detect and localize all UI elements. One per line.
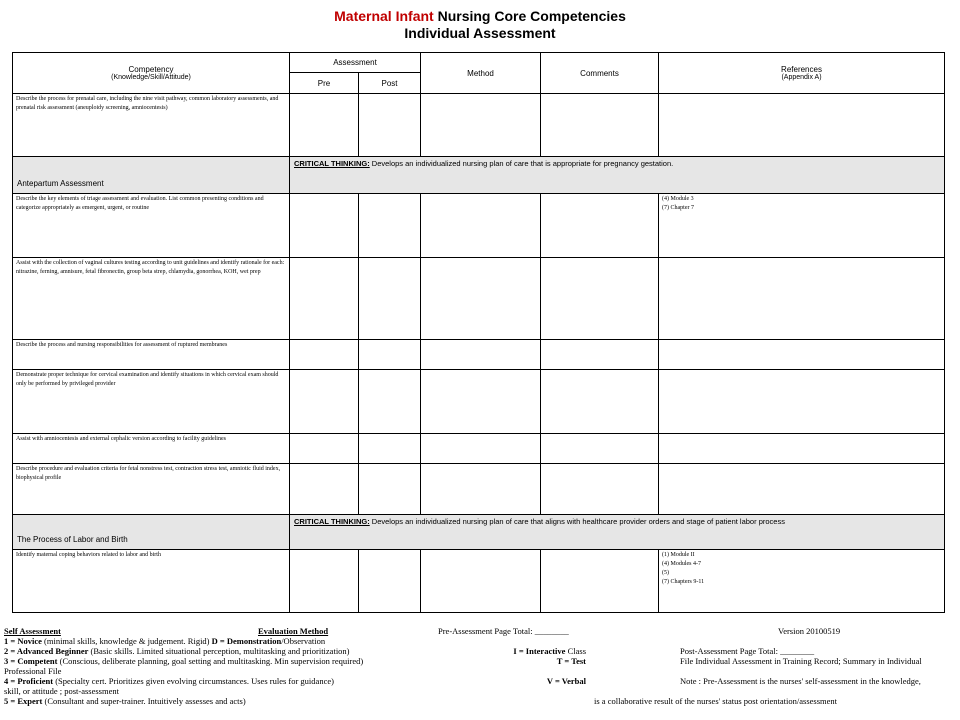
title-accent: Maternal Infant xyxy=(334,8,434,24)
table-row xyxy=(13,464,945,515)
level-5-text: (Consultant and super-trainer. Intuitively assesses and acts) xyxy=(42,696,246,706)
file-note-continued: Professional File xyxy=(4,666,62,676)
pre-cell[interactable] xyxy=(290,94,359,157)
method-cell[interactable] xyxy=(421,340,541,370)
section-title: Antepartum Assessment xyxy=(13,157,290,194)
pre-cell[interactable] xyxy=(290,194,359,258)
references-cell xyxy=(659,94,945,157)
section-row xyxy=(13,515,945,550)
table-row xyxy=(13,258,945,340)
legend-footer xyxy=(4,626,956,706)
critical-thinking-label: CRITICAL THINKING: xyxy=(294,159,370,168)
references-cell xyxy=(659,370,945,434)
header-competency-label: Competency xyxy=(128,65,174,74)
post-cell[interactable] xyxy=(359,464,421,515)
post-cell[interactable] xyxy=(359,370,421,434)
level-1-text: (minimal skills, knowledge & judgement. Rigid) xyxy=(41,636,212,646)
assessment-note-continued: skill, or attitude ; post-assessment xyxy=(4,686,119,696)
pre-cell[interactable] xyxy=(290,370,359,434)
method-i-label: I = Interactive xyxy=(513,646,566,656)
post-cell[interactable] xyxy=(359,194,421,258)
competency-cell: Assist with the collection of vaginal cultures testing according to unit guidelines and identify rationale for each: nitrazine, ferning, amnisure, fetal fibronectin, group beta strep, chlamydia, gonorrhea, KOH, wet prep xyxy=(13,258,290,340)
critical-thinking-label: CRITICAL THINKING: xyxy=(294,517,370,526)
header-competency xyxy=(13,53,290,94)
document-title xyxy=(0,8,960,42)
section-row xyxy=(13,157,945,194)
table-row xyxy=(13,194,945,258)
table-row xyxy=(13,340,945,370)
post-assessment-total: Post-Assessment Page Total: ________ xyxy=(680,646,815,656)
method-d-text: /Observation xyxy=(281,636,326,646)
post-cell[interactable] xyxy=(359,550,421,613)
table-row xyxy=(13,550,945,613)
critical-thinking-text: Develops an individualized nursing plan of care that is appropriate for pregnancy gestation. xyxy=(369,159,674,168)
reference-item: (7) Chapter 7 xyxy=(662,205,695,211)
competency-cell: Describe the key elements of triage assessment and evaluation. List common presenting conditions and categorize appropriately as emergent, urgent, or routine xyxy=(13,194,290,258)
level-4-text: (Specialty cert. Prioritizes given evolving circumstances. Uses rules for guidance) xyxy=(53,676,334,686)
method-cell[interactable] xyxy=(421,258,541,340)
table-row xyxy=(13,370,945,434)
header-references-label: References xyxy=(781,65,822,74)
level-3-label: 3 = Competent xyxy=(4,656,58,666)
assessment-note-end: is a collaborative result of the nurses' status post orientation/assessment xyxy=(594,696,838,706)
method-i-text: Class xyxy=(565,646,586,656)
table-row xyxy=(13,94,945,157)
header-method: Method xyxy=(421,53,541,94)
method-cell[interactable] xyxy=(421,464,541,515)
competency-cell: Identify maternal coping behaviors related to labor and birth xyxy=(13,550,290,613)
self-assessment-heading: Self Assessment xyxy=(4,626,61,636)
post-cell[interactable] xyxy=(359,258,421,340)
header-pre: Pre xyxy=(290,73,359,94)
pre-cell[interactable] xyxy=(290,258,359,340)
method-v-label: V = Verbal xyxy=(546,676,586,686)
references-cell xyxy=(659,464,945,515)
level-4-label: 4 = Proficient xyxy=(4,676,54,686)
competency-cell: Describe the process and nursing responsibilities for assessment of ruptured membranes xyxy=(13,340,290,370)
comments-cell[interactable] xyxy=(541,434,659,464)
comments-cell[interactable] xyxy=(541,258,659,340)
method-cell[interactable] xyxy=(421,434,541,464)
reference-item: (7) Chapters 9-11 xyxy=(662,579,705,585)
pre-assessment-total: Pre-Assessment Page Total: ________ xyxy=(438,626,569,636)
method-cell[interactable] xyxy=(421,194,541,258)
version-label: Version 20100519 xyxy=(778,626,841,636)
assessment-table xyxy=(12,52,945,613)
header-assessment: Assessment xyxy=(290,53,421,73)
pre-cell[interactable] xyxy=(290,464,359,515)
reference-item: (1) Module II xyxy=(662,552,695,558)
reference-item: (4) Module 3 xyxy=(662,196,694,202)
post-cell[interactable] xyxy=(359,94,421,157)
method-cell[interactable] xyxy=(421,370,541,434)
level-3-text: (Conscious, deliberate planning, goal setting and multitasking. Min supervision required) xyxy=(57,656,364,666)
references-cell xyxy=(659,194,945,258)
critical-thinking-text: Develops an individualized nursing plan of care that aligns with healthcare provider orders and stage of patient labor process xyxy=(369,517,785,526)
reference-item: (5) xyxy=(662,570,670,576)
title-line2: Individual Assessment xyxy=(404,25,556,41)
header-comments: Comments xyxy=(541,53,659,94)
post-cell[interactable] xyxy=(359,340,421,370)
pre-cell[interactable] xyxy=(290,550,359,613)
title-rest: Nursing Core Competencies xyxy=(437,8,626,24)
header-references-sub: (Appendix A) xyxy=(781,74,822,81)
method-cell[interactable] xyxy=(421,94,541,157)
method-d-label: D = Demonstration xyxy=(211,636,282,646)
level-2-label: 2 = Advanced Beginner xyxy=(4,646,89,656)
method-t-label: T = Test xyxy=(556,656,586,666)
header-post: Post xyxy=(359,73,421,94)
competency-cell: Assist with amniocentesis and external cephalic version according to facility guidelines xyxy=(13,434,290,464)
comments-cell[interactable] xyxy=(541,94,659,157)
header-competency-sub: (Knowledge/Skill/Attitude) xyxy=(111,74,191,81)
references-cell xyxy=(659,340,945,370)
pre-cell[interactable] xyxy=(290,340,359,370)
comments-cell[interactable] xyxy=(541,464,659,515)
file-note: File Individual Assessment in Training Record; Summary in Individual xyxy=(680,656,922,666)
critical-thinking xyxy=(290,515,945,550)
header-references xyxy=(659,53,945,94)
level-1-label: 1 = Novice xyxy=(4,636,42,646)
competency-cell: Describe procedure and evaluation criteria for fetal nonstress test, contraction stress test, amniotic fluid index, biophysical profile xyxy=(13,464,290,515)
level-2-text: (Basic skills. Limited situational perception, multitasking and prioritization) xyxy=(88,646,350,656)
comments-cell[interactable] xyxy=(541,550,659,613)
critical-thinking xyxy=(290,157,945,194)
method-cell[interactable] xyxy=(421,550,541,613)
post-cell[interactable] xyxy=(359,434,421,464)
evaluation-method-heading: Evaluation Method xyxy=(258,626,329,636)
competency-cell: Describe the process for prenatal care, including the nine visit pathway, common laboratory assessments, and prenatal risk assessment (aneuploidy screening, amniocentesis) xyxy=(13,94,290,157)
section-title: The Process of Labor and Birth xyxy=(13,515,290,550)
reference-item: (4) Modules 4-7 xyxy=(662,561,702,567)
comments-cell[interactable] xyxy=(541,370,659,434)
comments-cell[interactable] xyxy=(541,340,659,370)
references-cell xyxy=(659,434,945,464)
assessment-note: Note : Pre-Assessment is the nurses' self-assessment in the knowledge, xyxy=(680,676,921,686)
references-cell xyxy=(659,550,945,613)
pre-cell[interactable] xyxy=(290,434,359,464)
competency-cell: Demonstrate proper technique for cervical examination and identify situations in which cervical exam should only be performed by privileged provider xyxy=(13,370,290,434)
comments-cell[interactable] xyxy=(541,194,659,258)
references-cell xyxy=(659,258,945,340)
table-row xyxy=(13,434,945,464)
level-5-label: 5 = Expert xyxy=(4,696,43,706)
